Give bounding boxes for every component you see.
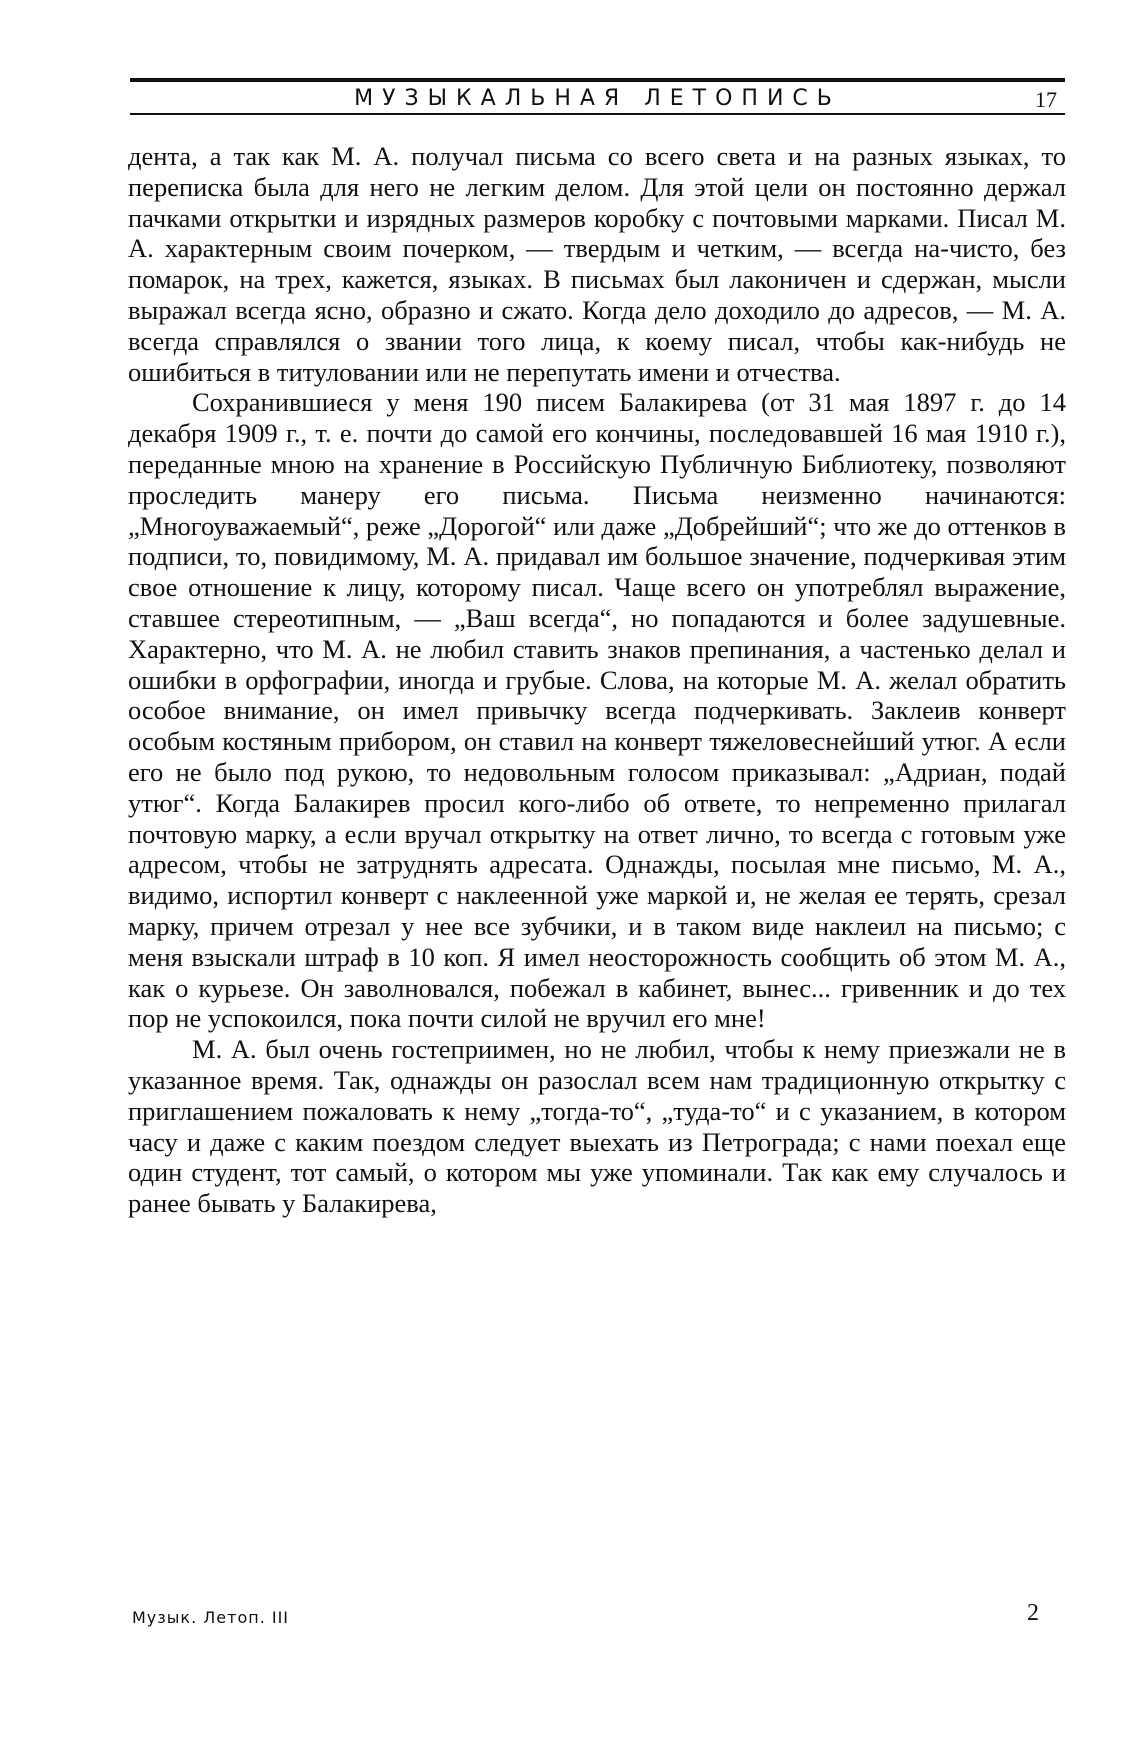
running-title: МУЗЫКАЛЬНАЯ ЛЕТОПИСЬ [354, 86, 841, 111]
paragraph-continued: дента, а так как М. А. получал письма со всего света и на разных языках, то переписка была для него не легким делом. Для этой цели он постоянно держал пачками открытки и изрядных размеров коробку с почтовыми марками. Писал М. А. характерным своим почерком, — твердым и четким, — всегда на-чисто, без помарок, на трех, кажется, языках. В письмах был лаконичен и сдержан, мысли выражал всегда ясно, образно и сжато. Когда дело доходило до адресов, — М. А. всегда справлялся о звании того лица, к коему писал, чтобы как-нибудь не ошибиться в титуловании или не перепутать имени и отчества. [128, 141, 1066, 387]
footer-signature: Музык. Летоп. III [132, 1608, 290, 1627]
page-number: 17 [1035, 87, 1057, 112]
page-header [130, 78, 1065, 114]
header-top-rule [130, 78, 1065, 82]
header-bottom-rule [130, 113, 1065, 115]
body-text [128, 141, 1066, 1219]
paragraph-hospitality: М. А. был очень гостеприимен, но не любил, чтобы к нему приезжали не в указанное время. Так, однажды он разослал всем нам традиционную открытку с приглашением пожаловать к нему „тогда-то“, „туда-то“ и с указанием, в котором часу и даже с каким поездом следует выехать из Петрограда; с нами поехал еще один студент, тот самый, о котором мы уже упоминали. Так как ему случалось и ранее бывать у Балакирева, [128, 1034, 1066, 1219]
paragraph-letters: Сохранившиеся у меня 190 писем Балакирева (от 31 мая 1897 г. до 14 декабря 1909 г., т. е. почти до самой его кончины, последовавшей 16 мая 1910 г.), переданные мною на хранение в Российскую Публичную Библиотеку, позволяют проследить манеру его письма. Письма неизменно начинаются: „Многоуважаемый“, реже „Дорогой“ или даже „Добрейший“; что же до оттенков в подписи, то, повидимому, М. А. придавал им большое значение, подчеркивая этим свое отношение к лицу, которому писал. Чаще всего он употреблял выражение, ставшее стереотипным, — „Ваш всегда“, но попадаются и более задушевные. Характерно, что М. А. не любил ставить знаков препинания, а частенько делал и ошибки в орфографии, иногда и грубые. Слова, на которые М. А. желал обратить особое внимание, он имел привычку всегда подчеркивать. Заклеив конверт особым костяным прибором, он ставил на конверт тяжеловеснейший утюг. А если его не было под рукою, то недовольным голосом приказывал: „Адриан, подай утюг“. Когда Балакирев просил кого-либо об ответе, то непременно прилагал почтовую марку, а если вручал открытку на ответ лично, то всегда с готовым уже адресом, чтобы не затруднять адресата. Однажды, посылая мне письмо, М. А., видимо, испортил конверт с наклеенной уже маркой и, не желая ее терять, срезал марку, причем отрезал у нее все зубчики, и в таком виде наклеил на письмо; с меня взыскали штраф в 10 коп. Я имел неосторожность сообщить об этом М. А., как о курьезе. Он заволновался, побежал в кабинет, вынес... гривенник и до тех пор не успокоился, пока почти силой не вручил его мне! [128, 387, 1066, 1034]
sheet-number: 2 [1027, 1600, 1039, 1626]
